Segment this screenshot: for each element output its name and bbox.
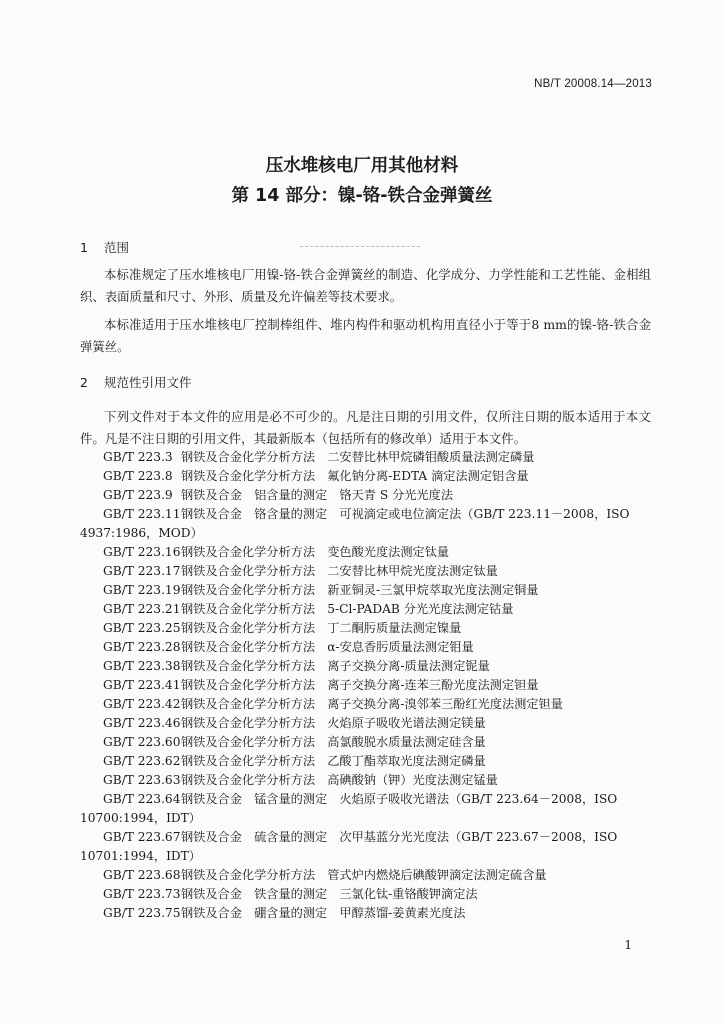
- reference-title: 钢铁及合金化学分析方法 高氯酸脱水质量法测定硅含量: [181, 735, 486, 749]
- reference-item: [80, 733, 651, 752]
- reference-code: GB/T 223.16: [103, 545, 181, 559]
- reference-code: GB/T 223.42: [103, 697, 181, 711]
- reference-code: GB/T 223.68: [103, 868, 181, 882]
- reference-code: GB/T 223.67: [103, 830, 181, 844]
- reference-list: [80, 448, 651, 923]
- document-title-line2: 第 14 部分：镍-铬-铁合金弹簧丝: [231, 186, 493, 206]
- reference-item: [80, 619, 651, 638]
- reference-item: [80, 904, 651, 923]
- reference-title: 钢铁及合金化学分析方法 离子交换分离-溴邻苯三酚红光度法测定钽量: [181, 697, 563, 711]
- reference-code: GB/T 223.63: [103, 773, 181, 787]
- reference-code: GB/T 223.62: [103, 754, 181, 768]
- reference-code: GB/T 223.8: [103, 469, 173, 483]
- reference-item: [80, 600, 651, 619]
- reference-title: 钢铁及合金化学分析方法 高碘酸钠（钾）光度法测定锰量: [181, 773, 498, 787]
- reference-title: 钢铁及合金化学分析方法 新亚铜灵-三氯甲烷萃取光度法测定铜量: [181, 583, 539, 597]
- section-2-heading: [80, 373, 192, 391]
- reference-item: [80, 638, 651, 657]
- reference-item: [80, 486, 651, 505]
- reference-code: GB/T 223.25: [103, 621, 181, 635]
- reference-title: 钢铁及合金化学分析方法 离子交换分离-连苯三酚光度法测定钽量: [181, 678, 539, 692]
- reference-title: 钢铁及合金 铁含量的测定 三氯化钛-重铬酸钾滴定法: [181, 887, 478, 901]
- reference-title: 钢铁及合金化学分析方法 变色酸光度法测定钛量: [181, 545, 450, 559]
- reference-title: 钢铁及合金化学分析方法 乙酸丁酯萃取光度法测定磷量: [181, 754, 486, 768]
- section-1-title: 范围: [104, 240, 130, 255]
- reference-code: GB/T 223.28: [103, 640, 181, 654]
- document-title-line1: 压水堆核电厂用其他材料: [265, 156, 459, 176]
- reference-code: GB/T 223.41: [103, 678, 181, 692]
- reference-title: 钢铁及合金化学分析方法 二安替比林甲烷光度法测定钛量: [181, 564, 498, 578]
- reference-item: [80, 771, 651, 790]
- reference-title-continued: 10700:1994，IDT）: [80, 811, 201, 825]
- reference-item: [80, 505, 651, 543]
- reference-title: 钢铁及合金化学分析方法 5-Cl-PADAB 分光光度法测定钴量: [181, 602, 514, 616]
- reference-code: GB/T 223.75: [103, 906, 181, 920]
- reference-item: [80, 581, 651, 600]
- section-1-paragraph-2: 本标准适用于压水堆核电厂控制棒组件、堆内构件和驱动机构用直径小于等于8 mm的镍-铬-铁合金弹簧丝。: [80, 317, 651, 354]
- reference-title: 钢铁及合金化学分析方法 火焰原子吸收光谱法测定镁量: [181, 716, 486, 730]
- reference-code: GB/T 223.38: [103, 659, 181, 673]
- reference-title-continued: 10701:1994，IDT）: [80, 849, 201, 863]
- reference-item: [80, 885, 651, 904]
- reference-title: 钢铁及合金化学分析方法 二安替比林甲烷磷钼酸质量法测定磷量: [181, 450, 535, 464]
- reference-title: 钢铁及合金 铝含量的测定 铬天青 S 分光光度法: [181, 488, 454, 502]
- reference-code: GB/T 223.46: [103, 716, 181, 730]
- section-1-heading: [80, 238, 129, 256]
- reference-item: [80, 448, 651, 467]
- reference-item: [80, 543, 651, 562]
- reference-title: 钢铁及合金 硼含量的测定 甲醇蒸馏-姜黄素光度法: [181, 906, 466, 920]
- reference-title: 钢铁及合金化学分析方法 离子交换分离-质量法测定铌量: [181, 659, 490, 673]
- section-2-number: 2: [80, 375, 88, 390]
- reference-code: GB/T 223.9: [103, 488, 173, 502]
- reference-item: [80, 828, 651, 866]
- reference-item: [80, 657, 651, 676]
- reference-title-continued: 4937:1986，MOD）: [80, 526, 203, 540]
- reference-title: 钢铁及合金化学分析方法 管式炉内燃烧后碘酸钾滴定法测定硫含量: [181, 868, 547, 882]
- reference-title: 钢铁及合金化学分析方法 氟化钠分离-EDTA 滴定法测定铝含量: [181, 469, 529, 483]
- reference-title: 钢铁及合金 硫含量的测定 次甲基蓝分光光度法（GB/T 223.67－2008，ISO: [181, 830, 618, 844]
- section-1-number: 1: [80, 240, 88, 255]
- reference-code: GB/T 223.21: [103, 602, 181, 616]
- page-number: 1: [624, 938, 632, 952]
- scan-artifact: [300, 246, 420, 247]
- reference-code: GB/T 223.11: [103, 507, 181, 521]
- standard-number: NB/T 20008.14—2013: [534, 78, 652, 90]
- reference-code: GB/T 223.73: [103, 887, 181, 901]
- section-1-paragraph-1: 本标准规定了压水堆核电厂用镍-铬-铁合金弹簧丝的制造、化学成分、力学性能和工艺性能、金相组织、表面质量和尺寸、外形、质量及允许偏差等技术要求。: [80, 267, 651, 304]
- reference-title: 钢铁及合金化学分析方法 丁二酮肟质量法测定镍量: [181, 621, 462, 635]
- reference-item: [80, 467, 651, 486]
- reference-item: [80, 790, 651, 828]
- reference-title: 钢铁及合金 锰含量的测定 火焰原子吸收光谱法（GB/T 223.64－2008，ISO: [181, 792, 618, 806]
- reference-code: GB/T 223.3: [103, 450, 173, 464]
- reference-item: [80, 714, 651, 733]
- reference-code: GB/T 223.19: [103, 583, 181, 597]
- reference-code: GB/T 223.60: [103, 735, 181, 749]
- reference-title: 钢铁及合金化学分析方法 α-安息香肟质量法测定钼量: [181, 640, 474, 654]
- reference-code: GB/T 223.17: [103, 564, 181, 578]
- reference-title: 钢铁及合金 铬含量的测定 可视滴定或电位滴定法（GB/T 223.11－2008，ISO: [181, 507, 630, 521]
- section-2-title: 规范性引用文件: [104, 375, 192, 390]
- reference-item: [80, 676, 651, 695]
- reference-item: [80, 752, 651, 771]
- reference-item: [80, 562, 651, 581]
- reference-item: [80, 866, 651, 885]
- section-2-intro: 下列文件对于本文件的应用是必不可少的。凡是注日期的引用文件，仅所注日期的版本适用于本文件。凡是不注日期的引用文件，其最新版本（包括所有的修改单）适用于本文件。: [80, 409, 651, 446]
- reference-code: GB/T 223.64: [103, 792, 181, 806]
- reference-item: [80, 695, 651, 714]
